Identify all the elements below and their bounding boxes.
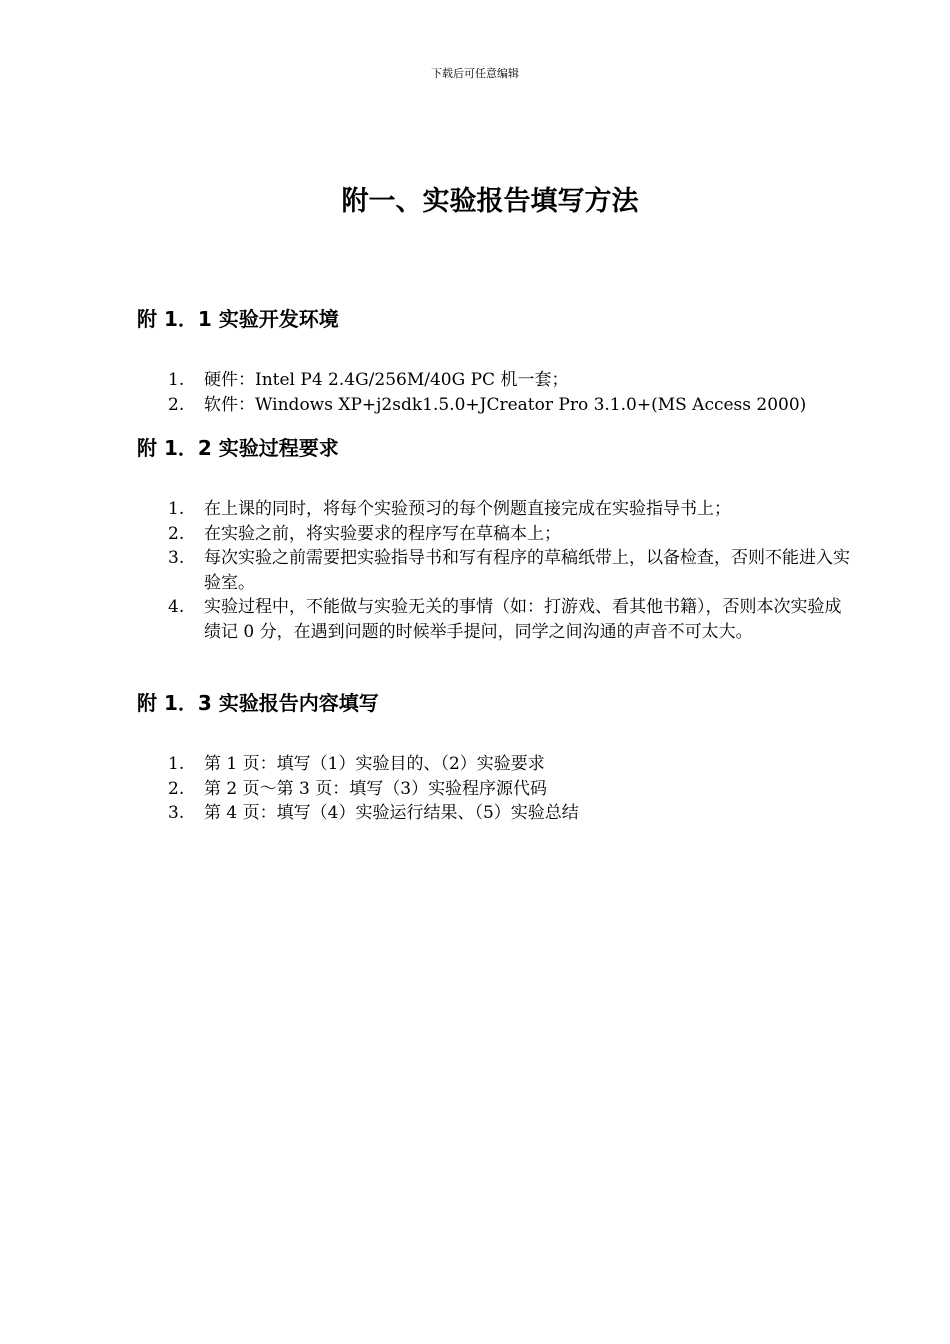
list-number: 3.: [168, 803, 185, 823]
list-item: [137, 522, 857, 547]
list-text: 在实验之前，将实验要求的程序写在草稿本上；: [204, 523, 561, 544]
list-number: 1.: [168, 499, 185, 519]
document-title: 附一、实验报告填写方法: [341, 186, 639, 217]
list-text: 第 2 页～第 3 页：填写（3）实验程序源代码: [204, 778, 548, 799]
list-number: 4.: [168, 597, 185, 617]
list-text: 硬件：Intel P4 2.4G/256M/40G PC 机一套；: [204, 370, 569, 390]
list-number: 2.: [168, 523, 185, 544]
list-number: 2.: [168, 778, 185, 799]
list-item: [137, 801, 857, 826]
list-number: 2.: [168, 394, 185, 415]
list-item: [137, 497, 857, 522]
page-header: 下载后可任意编辑: [431, 67, 519, 80]
list-number: 1.: [168, 370, 185, 390]
list-text: 第 1 页：填写（1）实验目的、（2）实验要求: [204, 754, 545, 774]
list-number: 1.: [168, 754, 185, 774]
item-list: [137, 368, 857, 417]
section-process-requirements: [137, 433, 857, 644]
list-text: 在上课的同时，将每个实验预习的每个例题直接完成在实验指导书上；: [204, 499, 731, 519]
section-dev-environment: [137, 304, 857, 417]
item-list: [137, 752, 857, 826]
list-text: 第 4 页：填写（4）实验运行结果、（5）实验总结: [204, 803, 579, 823]
list-item: [137, 777, 857, 802]
list-number: 3.: [168, 548, 185, 568]
section-heading: 附 1．3 实验报告内容填写: [137, 691, 379, 715]
list-text: 实验过程中，不能做与实验无关的事情（如：打游戏、看其他书籍），否则本次实验成绩记 0 分，在遇到问题的时候举手提问，同学之间沟通的声音不可太大。: [204, 597, 842, 642]
list-item: [137, 595, 857, 644]
list-item: [137, 393, 857, 418]
list-item: [137, 546, 857, 595]
section-report-content: [137, 688, 857, 826]
list-item: [137, 368, 857, 393]
section-heading: 附 1．2 实验过程要求: [137, 436, 339, 460]
list-text: 每次实验之前需要把实验指导书和写有程序的草稿纸带上，以备检查，否则不能进入实验室。: [204, 548, 850, 593]
list-text: 软件：Windows XP+j2sdk1.5.0+JCreator Pro 3.1.0+(MS Access 2000): [204, 394, 807, 415]
section-heading: 附 1．1 实验开发环境: [137, 307, 339, 331]
list-item: [137, 752, 857, 777]
item-list: [137, 497, 857, 644]
